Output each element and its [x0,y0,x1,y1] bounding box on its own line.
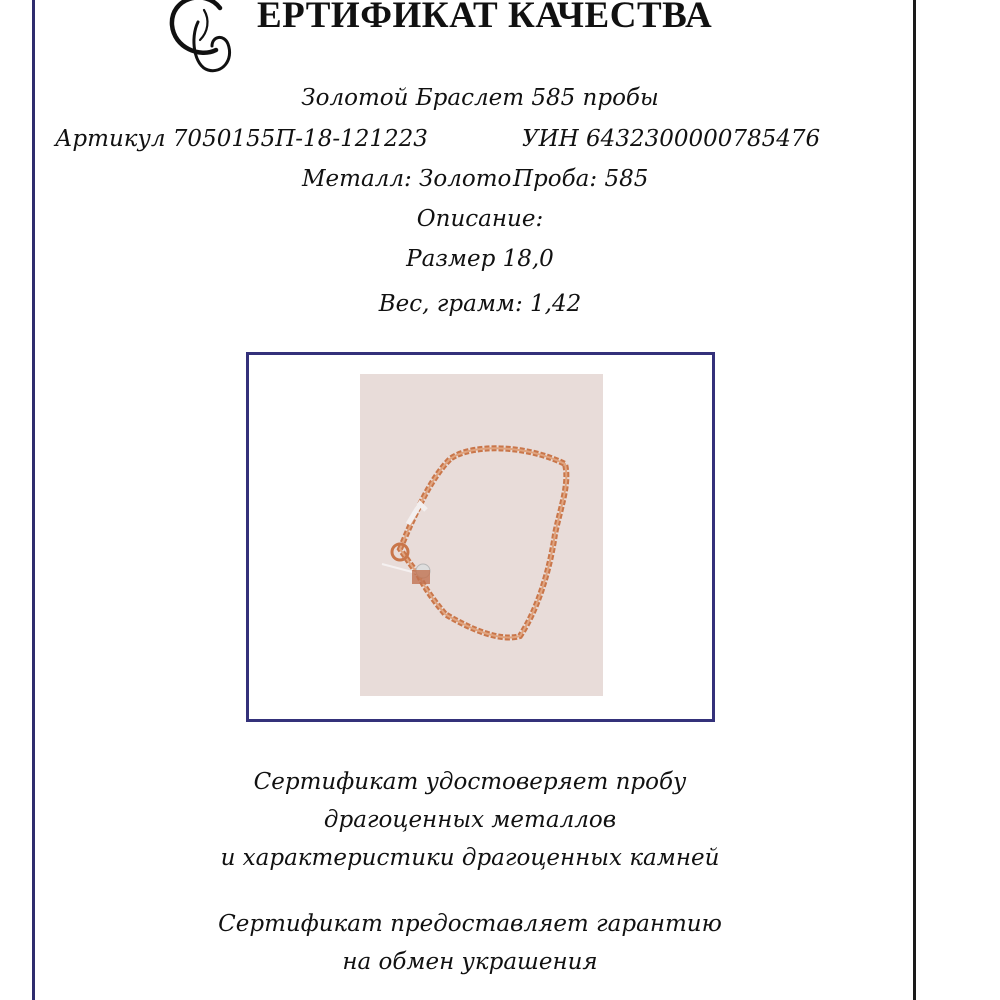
assay-statement-line: и характеристики драгоценных камней [220,845,720,871]
article-number: Артикул 7050155П-18-121223 [55,126,428,152]
guarantee-statement-line: Сертификат предоставляет гарантию [218,911,722,937]
assay-statement-line: Сертификат удостоверяет пробу [253,769,687,795]
description-label: Описание: [416,206,544,232]
certificate-title: ЕРТИФИКАТ КАЧЕСТВА [257,0,713,36]
probe-field: Проба: 585 [513,166,649,192]
monogram-c-logo [150,0,260,80]
size-field: Размер 18,0 [406,246,554,272]
weight-field: Вес, грамм: 1,42 [378,291,582,317]
assay-statement-line: драгоценных металлов [323,807,617,833]
guarantee-statement-line: на обмен украшения [342,949,598,975]
product-photo-frame [246,352,715,722]
bracelet-photo-icon [360,374,603,696]
assay-statement [0,763,940,877]
uin-number: УИН 6432300000785476 [522,126,821,152]
product-name: Золотой Браслет 585 пробы [301,85,659,111]
metal-field: Металл: Золото [302,166,512,192]
guarantee-statement [0,905,940,981]
